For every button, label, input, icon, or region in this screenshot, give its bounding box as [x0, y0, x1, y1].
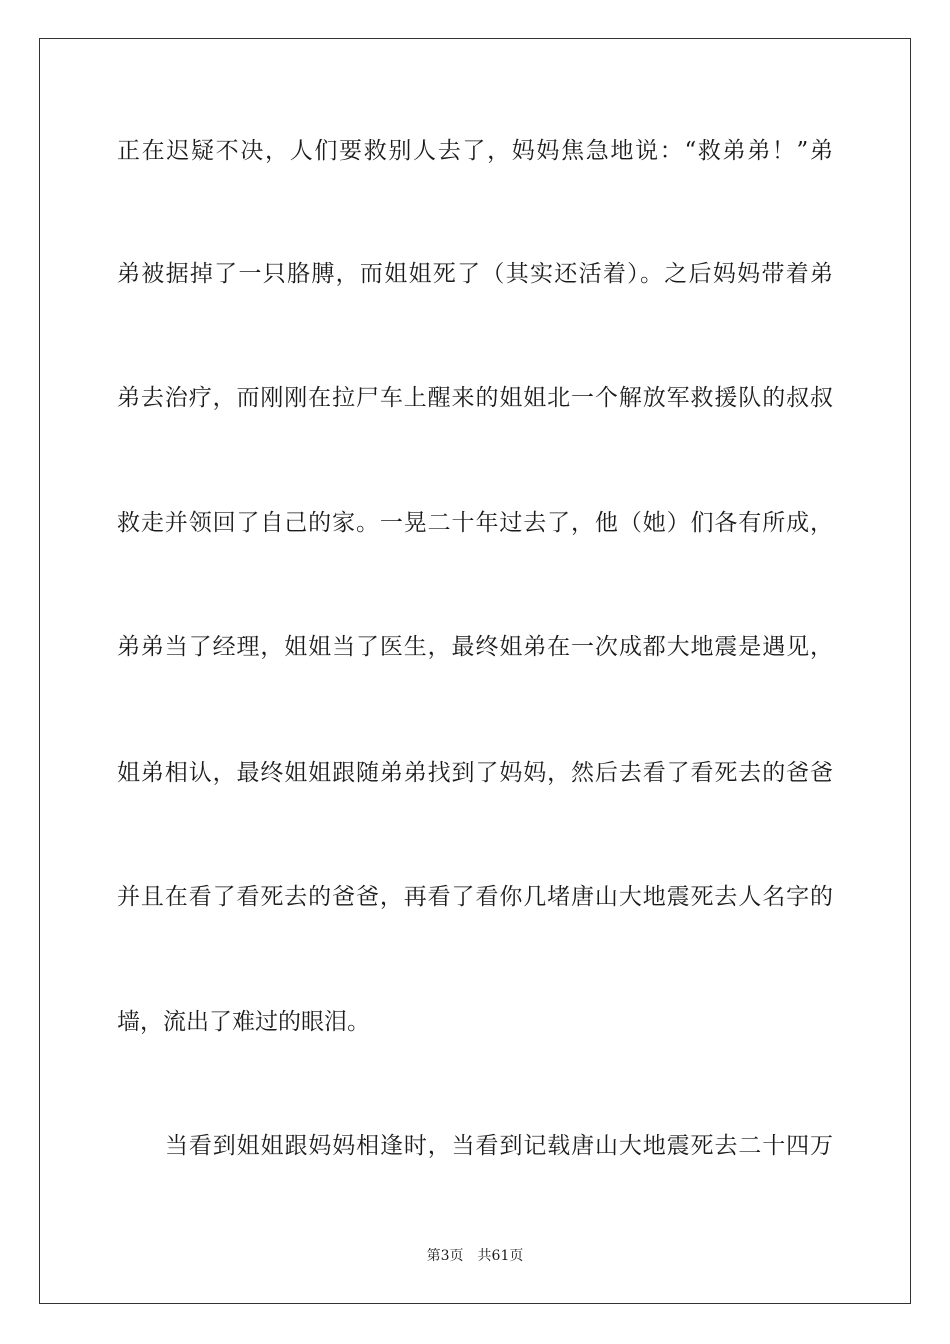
page-total: 共61页 — [477, 1248, 524, 1264]
paragraph-line: 弟弟当了经理，姐姐当了医生，最终姐弟在一次成都大地震是遇见， — [117, 634, 833, 660]
page-border — [39, 38, 911, 1304]
paragraph-line: 正在迟疑不决，人们要救别人去了，妈妈焦急地说：“救弟弟！”弟 — [117, 138, 833, 164]
paragraph-line: 救走并领回了自己的家。一晃二十年过去了，他（她）们各有所成， — [117, 510, 833, 536]
paragraph-line-indented: 当看到姐姐跟妈妈相逢时，当看到记载唐山大地震死去二十四万 — [165, 1133, 833, 1159]
page-number: 第3页 — [426, 1248, 464, 1264]
paragraph-line: 墙，流出了难过的眼泪。 — [117, 1009, 370, 1035]
paragraph-line: 姐弟相认，最终姐姐跟随弟弟找到了妈妈，然后去看了看死去的爸爸 — [117, 760, 833, 786]
paragraph-line: 弟被据掉了一只胳膊，而姐姐死了（其实还活着）。之后妈妈带着弟 — [117, 261, 833, 287]
paragraph-line: 并且在看了看死去的爸爸，再看了看你几堵唐山大地震死去人名字的 — [117, 884, 833, 910]
paragraph-line: 弟去治疗，而刚刚在拉尸车上醒来的姐姐北一个解放军救援队的叔叔 — [117, 385, 833, 411]
page-footer — [0, 1247, 950, 1265]
